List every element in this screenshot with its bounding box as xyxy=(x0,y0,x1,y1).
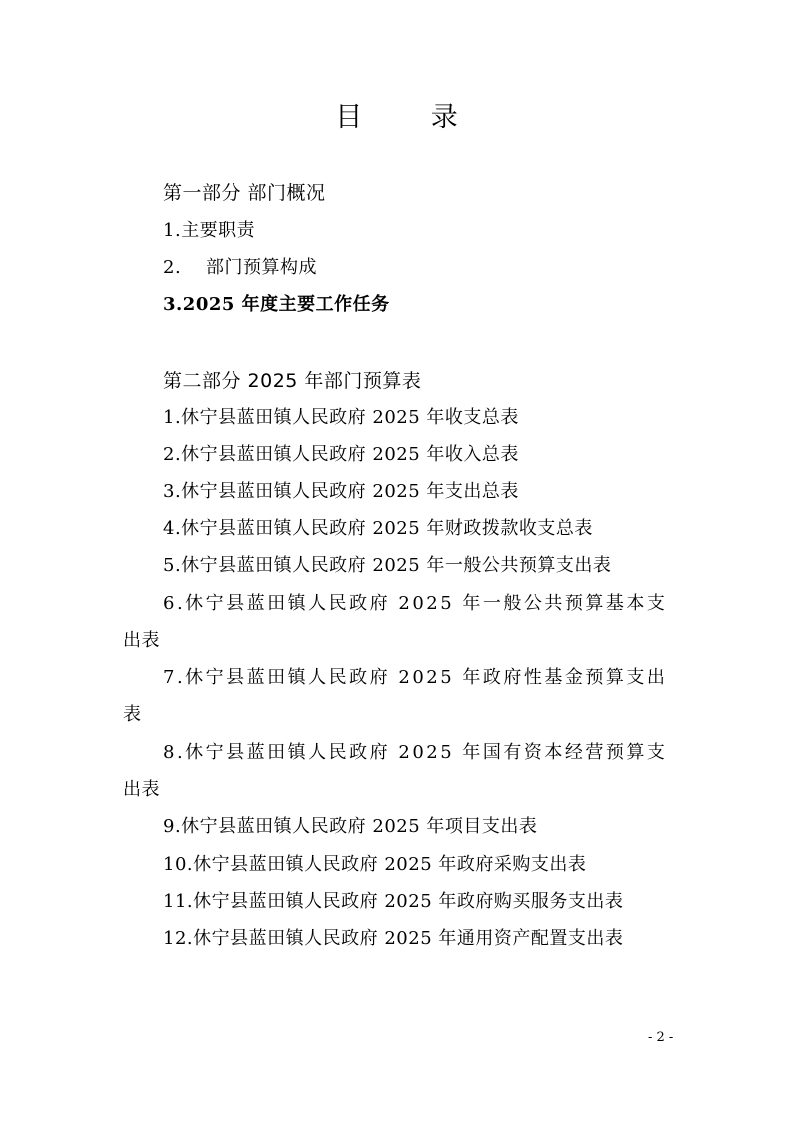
toc-item-part2-12[interactable]: 12.休宁县蓝田镇人民政府 2025 年通用资产配置支出表 xyxy=(163,928,624,949)
page-title: 目 录 xyxy=(335,102,488,133)
toc-item-part1-3[interactable] xyxy=(163,290,390,320)
toc-item-part2-7-continuation[interactable]: 表 xyxy=(123,704,142,725)
toc-item-part2-8-continuation[interactable]: 出表 xyxy=(123,779,160,800)
toc-item-part2-2[interactable]: 2.休宁县蓝田镇人民政府 2025 年收入总表 xyxy=(163,444,519,465)
toc-item-part1-2[interactable] xyxy=(163,253,317,283)
toc-item-part2-11[interactable]: 11.休宁县蓝田镇人民政府 2025 年政府购买服务支出表 xyxy=(163,891,624,912)
toc-item-part2-4[interactable]: 4.休宁县蓝田镇人民政府 2025 年财政拨款收支总表 xyxy=(163,518,593,539)
toc-item-part2-3[interactable]: 3.休宁县蓝田镇人民政府 2025 年支出总表 xyxy=(163,481,519,502)
part1-heading: 第一部分 部门概况 xyxy=(163,182,326,204)
toc-item-part2-5[interactable]: 5.休宁县蓝田镇人民政府 2025 年一般公共预算支出表 xyxy=(163,555,612,576)
toc-item-text: 2025 年度主要工作任务 xyxy=(182,294,390,315)
toc-item-text: 部门预算构成 xyxy=(206,257,317,278)
toc-item-part2-1[interactable]: 1.休宁县蓝田镇人民政府 2025 年收支总表 xyxy=(163,407,519,428)
part2-heading: 第二部分 2025 年部门预算表 xyxy=(163,370,422,392)
toc-item-number: 1. xyxy=(163,220,182,241)
toc-item-number: 2. xyxy=(163,257,182,278)
toc-item-part2-6-continuation[interactable]: 出表 xyxy=(123,630,160,651)
toc-item-part2-7[interactable]: 7.休宁县蓝田镇人民政府 2025 年政府性基金预算支出 xyxy=(163,667,668,688)
toc-item-part2-9[interactable]: 9.休宁县蓝田镇人民政府 2025 年项目支出表 xyxy=(163,816,538,837)
page-number: - 2 - xyxy=(648,1030,674,1045)
toc-item-part2-6[interactable]: 6.休宁县蓝田镇人民政府 2025 年一般公共预算基本支 xyxy=(163,593,668,614)
toc-item-text: 主要职责 xyxy=(181,220,256,241)
toc-item-number: 3. xyxy=(163,294,183,315)
toc-item-part2-8[interactable]: 8.休宁县蓝田镇人民政府 2025 年国有资本经营预算支 xyxy=(163,742,668,763)
toc-item-part1-1[interactable] xyxy=(163,216,255,246)
toc-item-part2-10[interactable]: 10.休宁县蓝田镇人民政府 2025 年政府采购支出表 xyxy=(163,854,587,875)
